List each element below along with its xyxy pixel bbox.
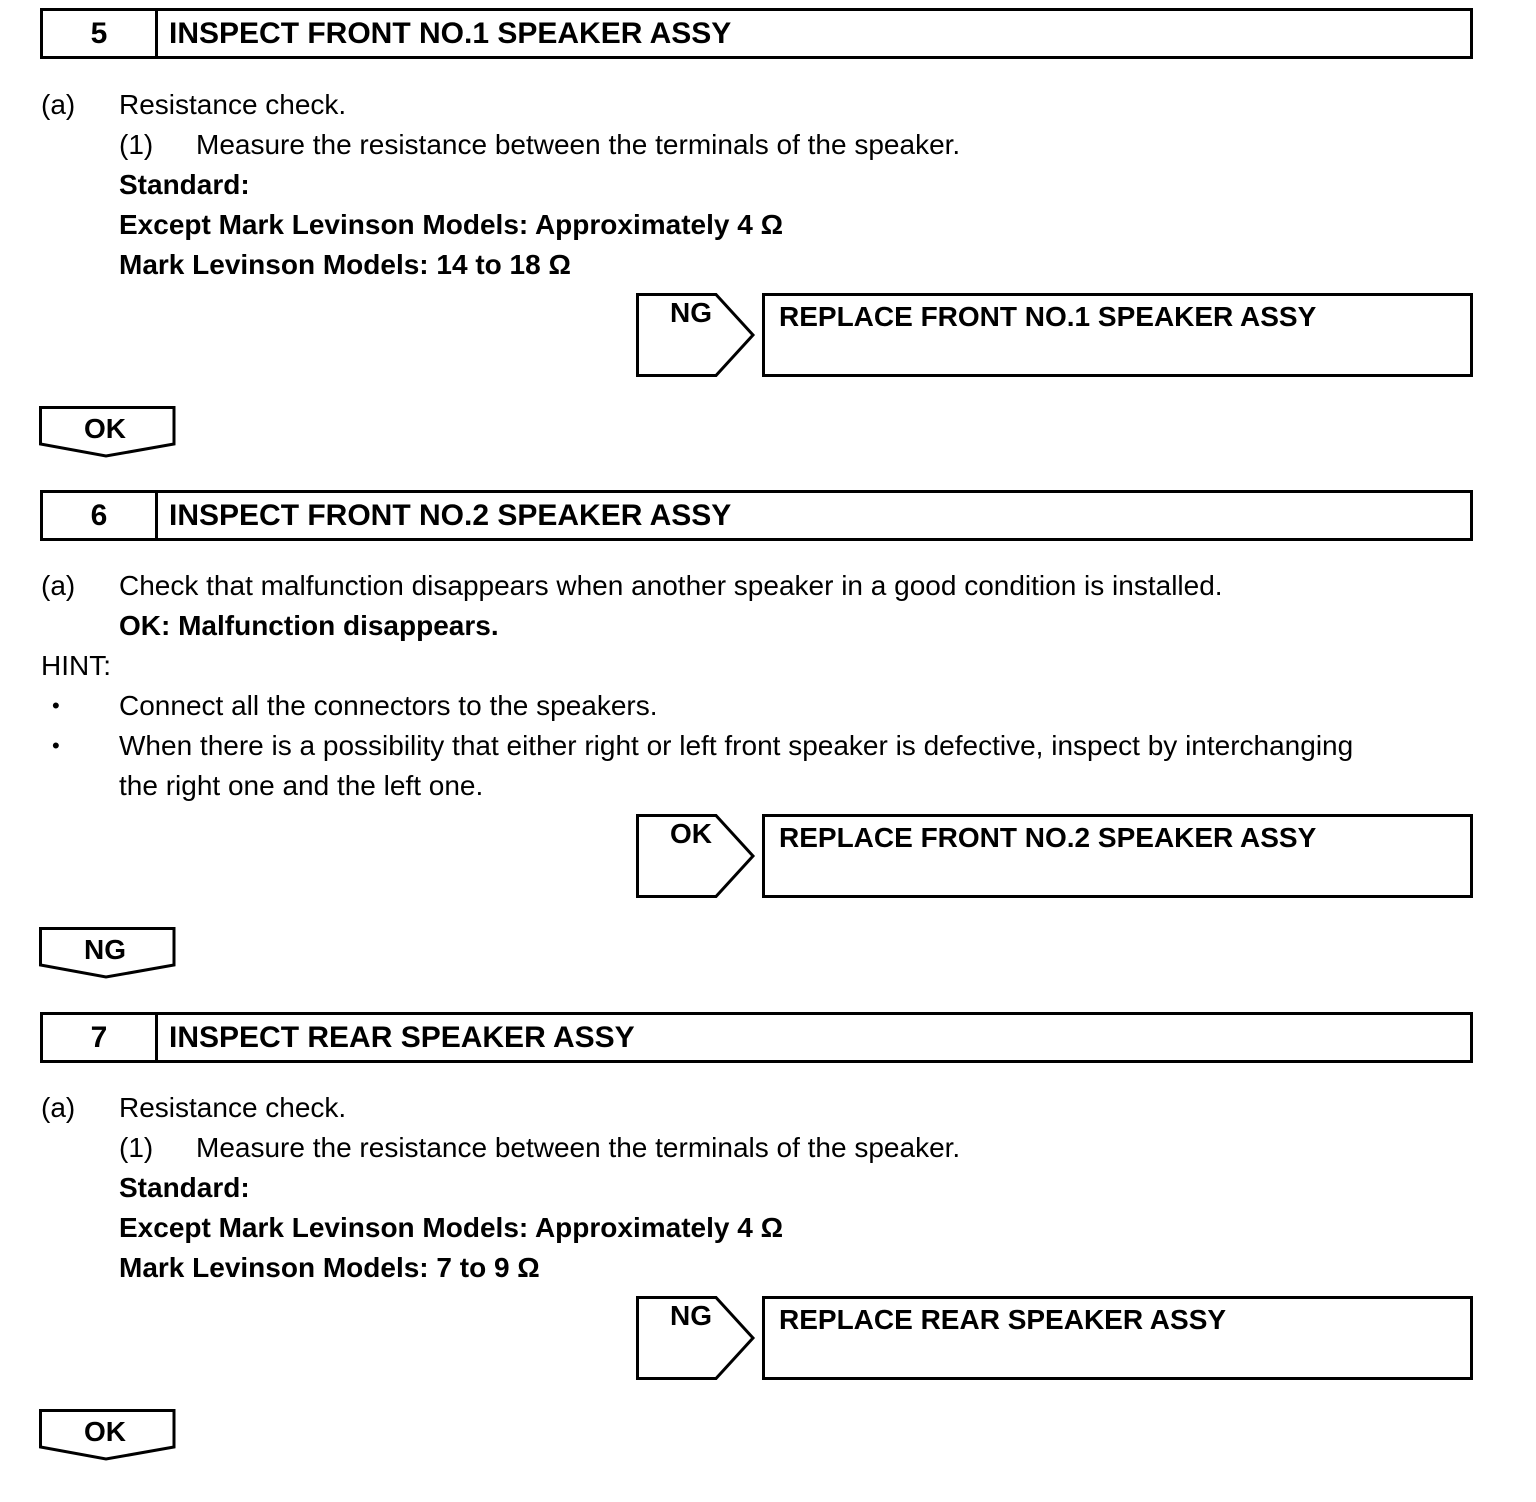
hint-bullet-continued: the right one and the left one. — [119, 770, 484, 801]
step-title: INSPECT FRONT NO.1 SPEAKER ASSY — [169, 17, 732, 50]
standard-label: Standard: — [119, 1172, 250, 1203]
branch-arrow — [636, 814, 756, 898]
step-number: 5 — [43, 11, 158, 56]
next-step-tab — [39, 1409, 177, 1463]
step-number: 7 — [43, 1015, 158, 1060]
result-text: REPLACE REAR SPEAKER ASSY — [779, 1304, 1227, 1335]
step-title: INSPECT REAR SPEAKER ASSY — [169, 1021, 635, 1054]
item-text: Resistance check. — [119, 1092, 347, 1123]
next-step-tab — [39, 927, 177, 981]
standard-value: Mark Levinson Models: 7 to 9 Ω — [119, 1252, 540, 1283]
result-text: REPLACE FRONT NO.2 SPEAKER ASSY — [779, 822, 1317, 853]
sub-item-text: Measure the resistance between the terminals of the speaker. — [196, 129, 961, 160]
standard-label: Standard: — [119, 169, 250, 200]
standard-value: Mark Levinson Models: 14 to 18 Ω — [119, 249, 571, 280]
standard-value: Except Mark Levinson Models: Approximately 4 Ω — [119, 209, 784, 240]
branch-label: NG — [670, 297, 712, 328]
hint-bullet: When there is a possibility that either right or left front speaker is defective, inspect by interchanging — [119, 730, 1354, 761]
bullet-icon: • — [52, 733, 60, 758]
sub-item-label: (1) — [119, 129, 154, 160]
result-box — [762, 293, 1473, 377]
sub-item-label: (1) — [119, 1132, 154, 1163]
step-6-header — [40, 490, 1473, 541]
result-box — [762, 814, 1473, 898]
standard-value: Except Mark Levinson Models: Approximately 4 Ω — [119, 1212, 784, 1243]
result-box — [762, 1296, 1473, 1380]
next-step-label: OK — [84, 413, 126, 444]
sub-item-text: Measure the resistance between the terminals of the speaker. — [196, 1132, 961, 1163]
step-title: INSPECT FRONT NO.2 SPEAKER ASSY — [169, 499, 732, 532]
next-step-tab — [39, 406, 177, 460]
result-text: REPLACE FRONT NO.1 SPEAKER ASSY — [779, 301, 1317, 332]
branch-arrow — [636, 293, 756, 377]
step-5-header — [40, 8, 1473, 59]
item-text: Check that malfunction disappears when another speaker in a good condition is installed. — [119, 570, 1223, 601]
ok-condition: OK: Malfunction disappears. — [119, 610, 499, 641]
branch-label: NG — [670, 1300, 712, 1331]
bullet-icon: • — [52, 693, 60, 718]
hint-label: HINT: — [41, 650, 111, 681]
step-number: 6 — [43, 493, 158, 538]
item-label: (a) — [41, 570, 76, 601]
branch-label: OK — [670, 818, 712, 849]
next-step-label: OK — [84, 1416, 126, 1447]
next-step-label: NG — [84, 934, 126, 965]
item-text: Resistance check. — [119, 89, 347, 120]
item-label: (a) — [41, 1092, 76, 1123]
hint-bullet: Connect all the connectors to the speakers. — [119, 690, 658, 721]
item-label: (a) — [41, 89, 76, 120]
step-7-header — [40, 1012, 1473, 1063]
branch-arrow — [636, 1296, 756, 1380]
